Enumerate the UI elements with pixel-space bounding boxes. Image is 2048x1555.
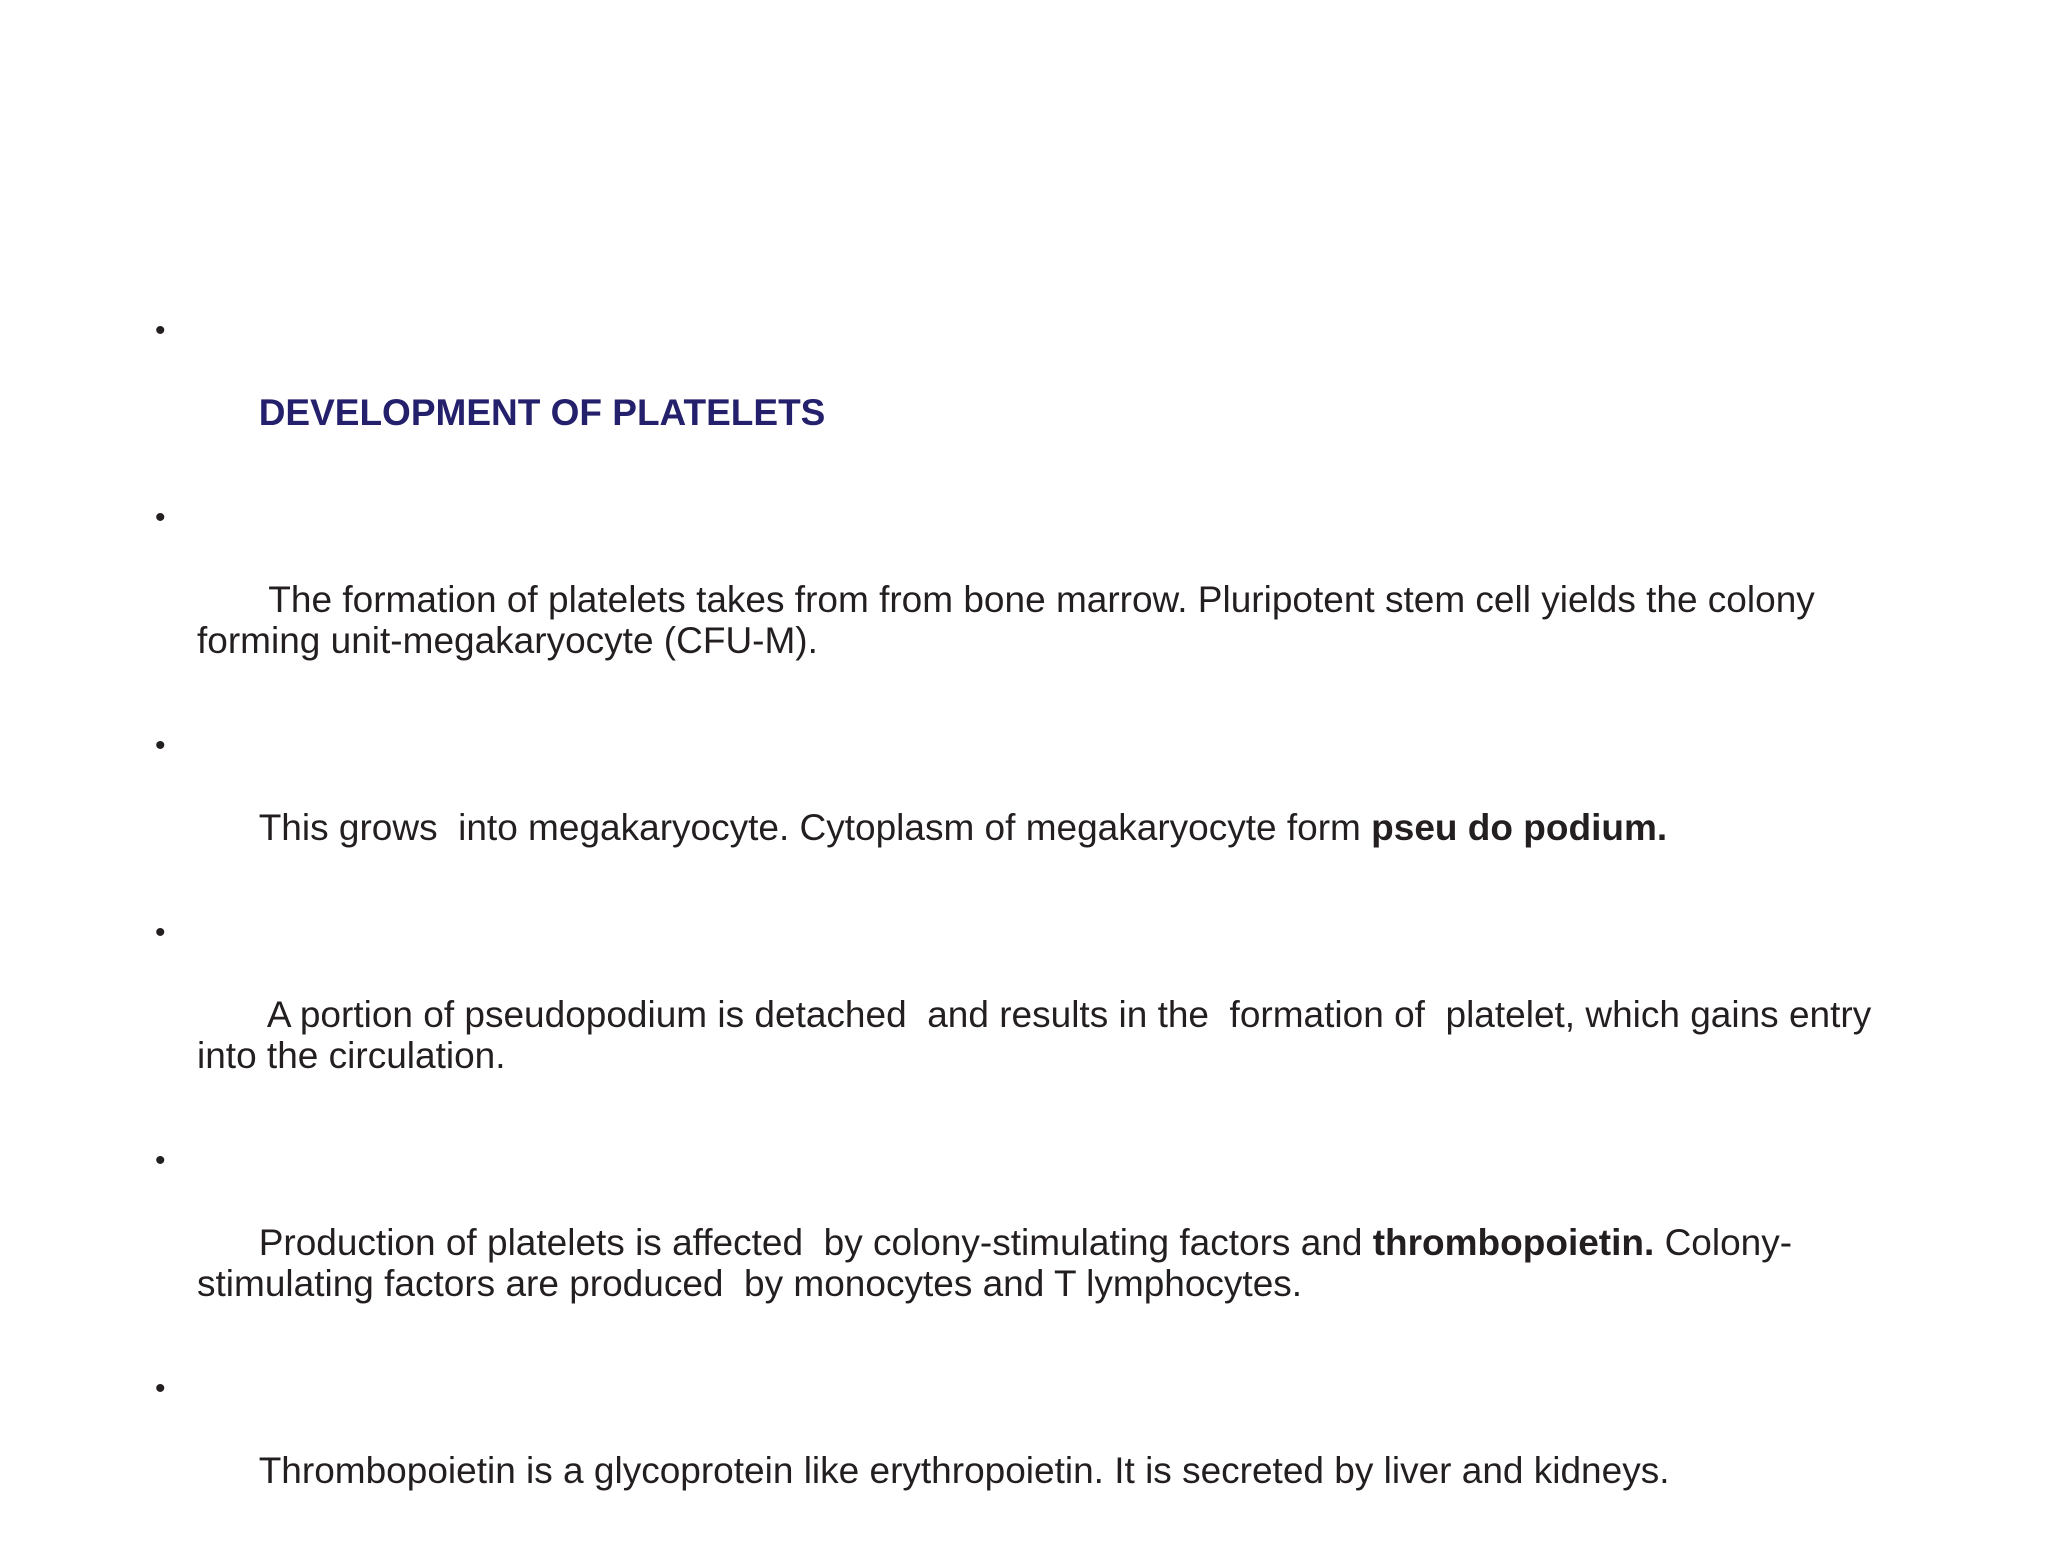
- bullet-text: Thrombopoietin is a glycoprotein like erythropoietin. It is secreted by liver and kidneys.: [258, 1450, 1670, 1491]
- bullet-text: The formation of platelets takes from from bone marrow. Pluripotent stem cell yields the colony forming unit-megakaryocyte (CFU-M).: [197, 579, 1826, 661]
- bullet-item-formation: [155, 497, 1915, 702]
- bullet-text-bold: pseu do podium.: [1371, 807, 1668, 848]
- bullet-icon: •: [155, 501, 166, 534]
- bullet-icon: •: [155, 314, 166, 347]
- slide-heading: DEVELOPMENT OF PLATELETS: [258, 392, 826, 433]
- bullet-item-heading: [155, 310, 1915, 474]
- bullet-icon: •: [155, 916, 166, 949]
- bullet-text-after: Colony-stimulating factors are produced by monocytes and T lymphocytes.: [197, 1222, 1793, 1304]
- bullet-text: Production of platelets is affected by colony-stimulating factors and: [258, 1222, 1373, 1263]
- bullet-item-thrombopoietin: [155, 1368, 1915, 1532]
- bullet-text-bold: thrombopoietin.: [1372, 1222, 1655, 1263]
- bullet-icon: •: [155, 1144, 166, 1177]
- bullet-item-megakaryocyte: [155, 725, 1915, 889]
- bullet-text: A portion of pseudopodium is detached and results in the formation of platelet, which gains entry into the circulation.: [197, 994, 1882, 1076]
- bullet-text: This grows into megakaryocyte. Cytoplasm of megakaryocyte form: [258, 807, 1372, 848]
- bullet-list: [155, 310, 1915, 1555]
- bullet-item-pseudopodium: [155, 912, 1915, 1117]
- bullet-icon: •: [155, 729, 166, 762]
- bullet-icon: •: [155, 1372, 166, 1405]
- bullet-item-production: [155, 1140, 1915, 1345]
